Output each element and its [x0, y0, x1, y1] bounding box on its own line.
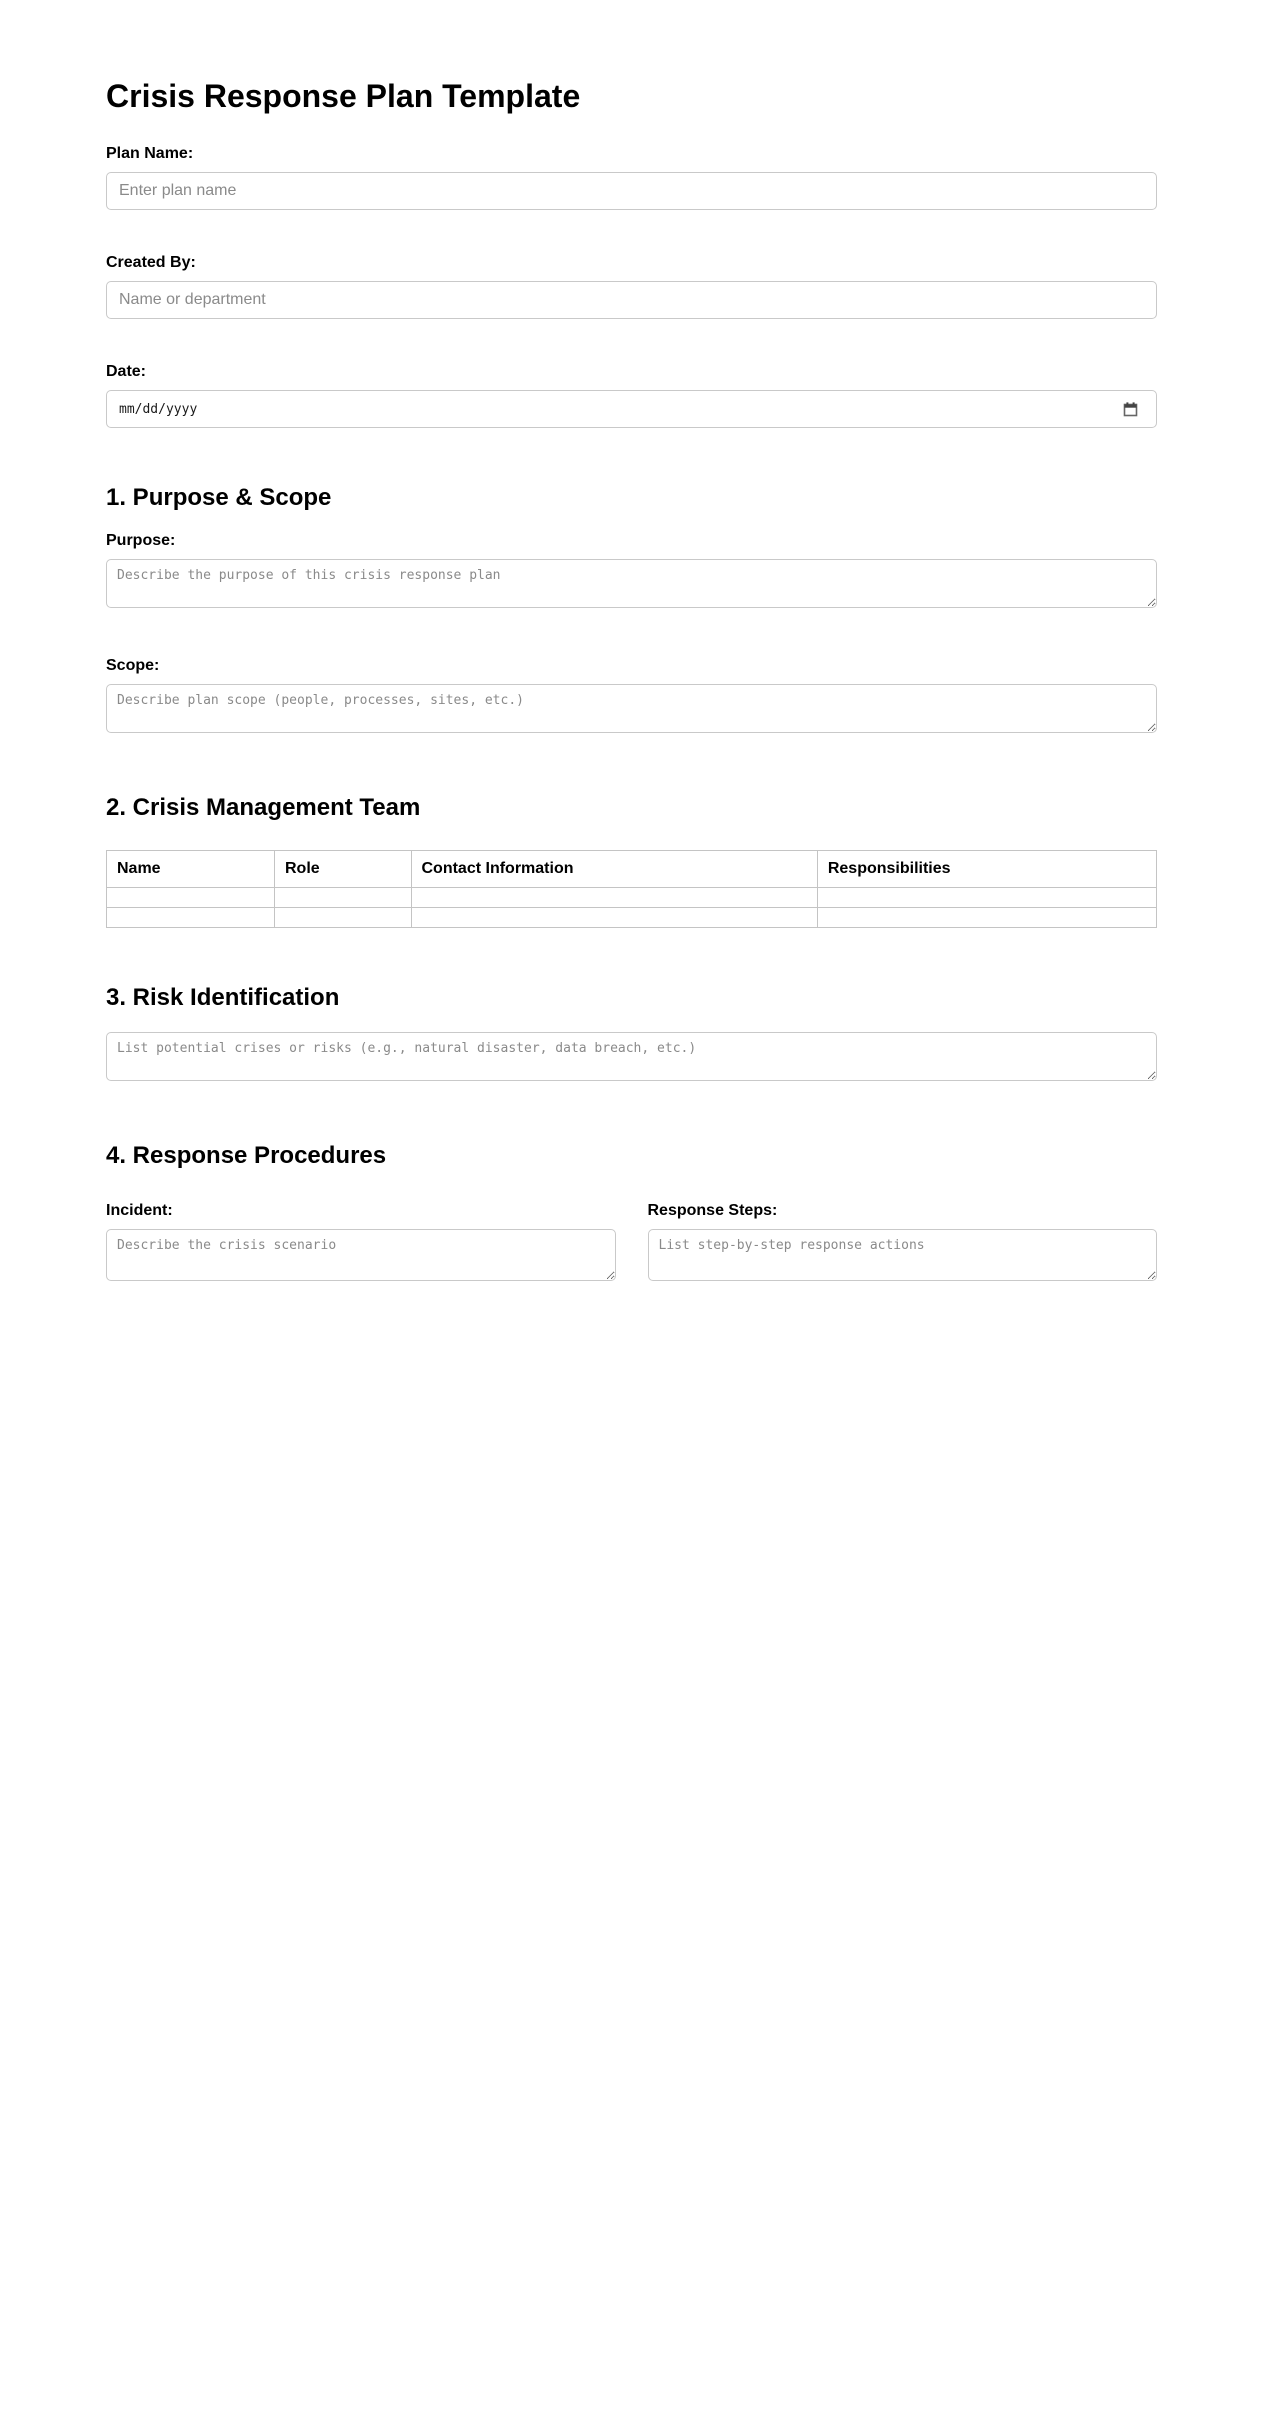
team-cell-responsibilities — [817, 908, 1156, 928]
response-steps-textarea[interactable] — [648, 1229, 1158, 1281]
risk-textarea[interactable] — [106, 1032, 1157, 1081]
purpose-group — [106, 532, 1157, 613]
response-steps-group — [648, 1202, 1158, 1286]
response-steps-label: Response Steps: — [647, 1202, 778, 1219]
crisis-plan-form — [106, 0, 1157, 1286]
team-cell-name — [107, 908, 275, 928]
date-input[interactable] — [106, 390, 1157, 428]
purpose-textarea[interactable] — [106, 559, 1157, 608]
calendar-icon[interactable] — [1123, 402, 1138, 417]
team-cell-contact — [411, 908, 817, 928]
team-cell-name — [107, 888, 275, 908]
plan-name-label: Plan Name: — [106, 145, 194, 162]
team-cell-contact — [411, 888, 817, 908]
section-risk — [106, 984, 1157, 1086]
section-heading-purpose-scope: 1. Purpose & Scope — [106, 484, 332, 511]
plan-name-group — [106, 145, 1157, 210]
section-heading-team: 2. Crisis Management Team — [106, 794, 421, 821]
table-row — [107, 908, 1157, 928]
scope-textarea[interactable] — [106, 684, 1157, 733]
response-columns — [106, 1202, 1157, 1286]
incident-label: Incident: — [106, 1202, 173, 1219]
section-response — [106, 1142, 1157, 1286]
team-table-header-contact: Contact Information — [411, 851, 817, 888]
page-title: Crisis Response Plan Template — [106, 78, 581, 114]
date-label: Date: — [106, 363, 147, 380]
team-table-header-responsibilities: Responsibilities — [817, 851, 1156, 888]
scope-group — [106, 657, 1157, 738]
scope-label: Scope: — [106, 657, 160, 674]
team-table-header-name: Name — [107, 851, 275, 888]
plan-name-input[interactable] — [106, 172, 1157, 210]
section-heading-response: 4. Response Procedures — [106, 1142, 387, 1169]
team-table-header-role: Role — [275, 851, 412, 888]
team-table — [106, 850, 1157, 928]
team-cell-responsibilities — [817, 888, 1156, 908]
created-by-group — [106, 254, 1157, 319]
table-row — [107, 888, 1157, 908]
team-table-header-row — [107, 851, 1157, 888]
section-purpose-scope — [106, 484, 1157, 738]
purpose-label: Purpose: — [106, 532, 176, 549]
incident-group — [106, 1202, 616, 1286]
date-group — [106, 363, 1157, 428]
team-cell-role — [275, 888, 412, 908]
section-team — [106, 794, 1157, 928]
created-by-input[interactable] — [106, 281, 1157, 319]
incident-textarea[interactable] — [106, 1229, 616, 1281]
team-cell-role — [275, 908, 412, 928]
section-heading-risk: 3. Risk Identification — [106, 984, 340, 1011]
created-by-label: Created By: — [106, 254, 196, 271]
date-value: mm/dd/yyyy — [119, 401, 198, 417]
